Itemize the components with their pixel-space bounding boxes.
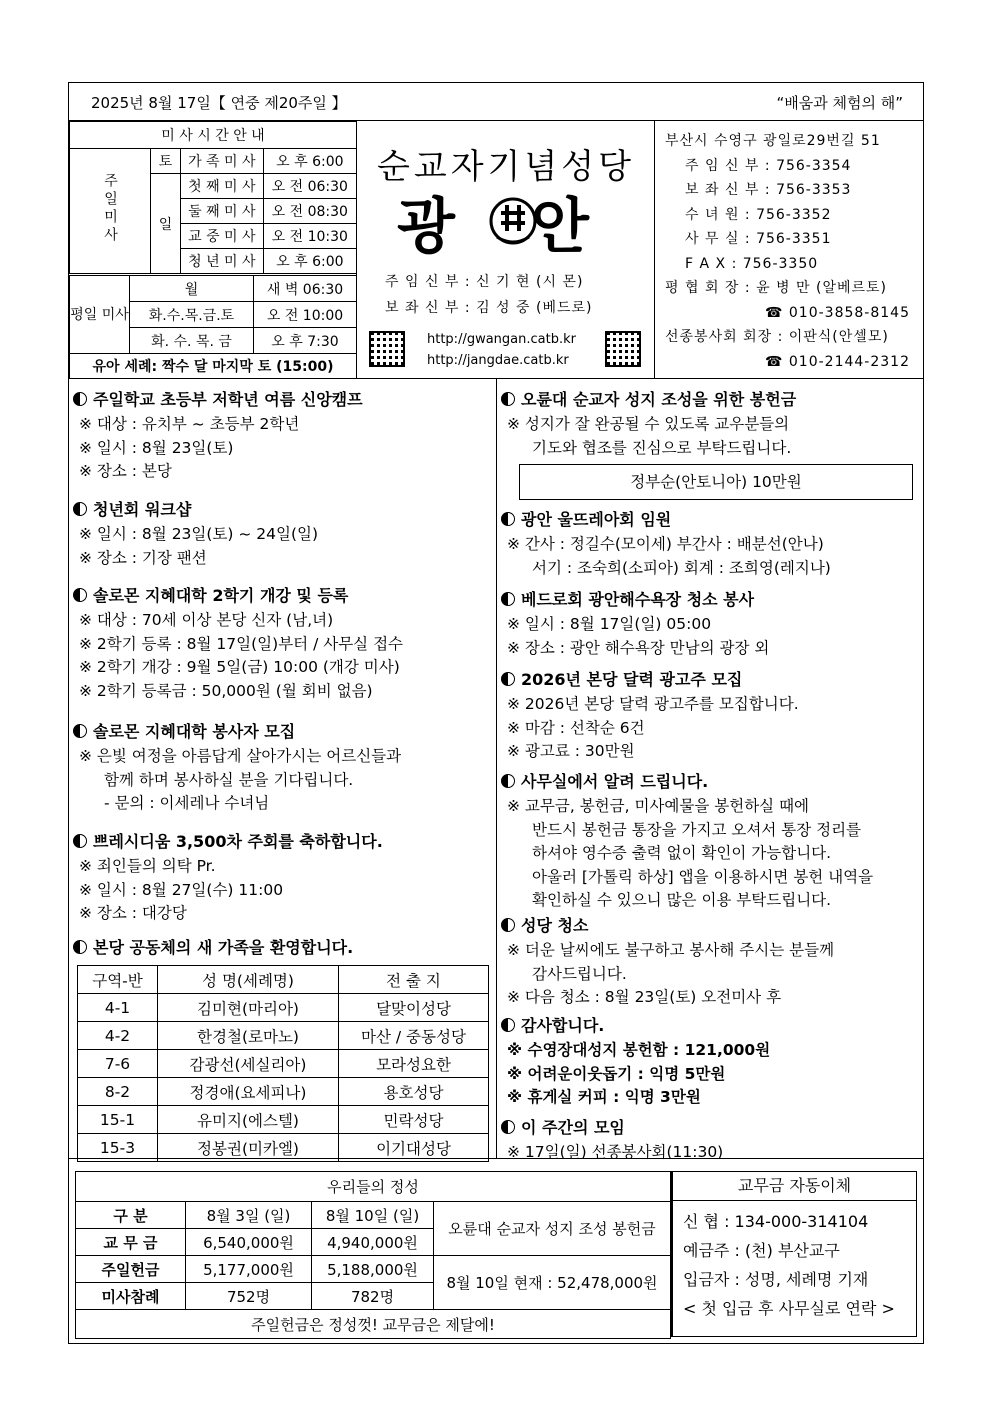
- notice-line: ※ 대상 : 유치부 ~ 초등부 2학년: [79, 415, 300, 433]
- notice-beach-cleanup: [497, 587, 923, 660]
- notice-title: 솔로몬 지혜대학 2학기 개강 및 등록: [93, 586, 349, 605]
- table-cell: 15-3: [78, 1134, 158, 1162]
- bullet-icon: [501, 774, 515, 788]
- table-row: [78, 1022, 489, 1050]
- notice-shrine-fund: [497, 387, 923, 500]
- mass-time: 오 전 06:30: [263, 174, 356, 199]
- weekday-mass-time: 오 후 7:30: [254, 328, 357, 354]
- notice-title: 주일학교 초등부 저학년 여름 신앙캠프: [93, 390, 363, 409]
- contact-info: [655, 121, 923, 379]
- notice-praesidium: [69, 829, 496, 926]
- notice-line: ※ 간사 : 정길수(모이세) 부간사 : 배분선(안나): [507, 535, 824, 553]
- notice-church-cleaning: [497, 913, 923, 1010]
- address: 부산시 수영구 광일로29번길 51: [665, 133, 881, 149]
- notice-title: 사무실에서 알려 드립니다.: [521, 772, 709, 791]
- notice-line: 기도와 협조를 진심으로 부탁드립니다.: [532, 438, 792, 457]
- notice-line: ※ 일시 : 8월 27일(수) 11:00: [79, 880, 284, 899]
- notice-line: 확인하실 수 있으니 많은 이용 부탁드립니다.: [532, 891, 832, 909]
- mass-name: 교 중 미 사: [181, 224, 264, 249]
- bulletin-date: 2025년 8월 17일【 연중 제20주일 】: [91, 94, 347, 112]
- table-cell: 4-2: [78, 1022, 158, 1050]
- auto-transfer-box: [671, 1171, 917, 1337]
- bullet-icon: [501, 392, 515, 406]
- notice-youth-workshop: [69, 497, 496, 570]
- notice-line: ※ 장소 : 대강당: [79, 904, 187, 922]
- notice-line: 반드시 봉헌금 통장을 가지고 오셔서 통장 정리를: [532, 820, 862, 839]
- notice-solomon-registration: [69, 583, 496, 703]
- notice-line: ※ 17일(일) 선종봉사회(11:30): [507, 1143, 724, 1161]
- table-cell: 감광선(세실리아): [158, 1050, 339, 1078]
- notice-line: ※ 일시 : 8월 17일(일) 05:00: [507, 615, 712, 633]
- notice-line: - 문의 : 이세레나 수녀님: [104, 794, 270, 812]
- phone-line: 수 녀 원 : 756-3352: [685, 206, 832, 223]
- table-cell: 용호성당: [339, 1078, 489, 1106]
- sunday-mass-label: 주일미사: [70, 149, 151, 274]
- notice-line: ※ 은빛 여정을 아름답게 살아가시는 어르신들과: [79, 747, 402, 765]
- notice-line: 감사드립니다.: [532, 964, 627, 983]
- notice-line: ※ 성지가 잘 완공될 수 있도록 교우분들의: [507, 415, 790, 433]
- bullet-icon: [501, 592, 515, 606]
- table-cell: 15-1: [78, 1106, 158, 1134]
- bullet-icon: [501, 918, 515, 932]
- bullet-icon: [501, 1120, 515, 1134]
- account-holder: 예금주 : (천) 부산교구: [683, 1241, 840, 1260]
- table-cell: 민락성당: [339, 1106, 489, 1134]
- offerings-title: 우리들의 정성: [76, 1172, 671, 1202]
- notice-office: [497, 769, 923, 913]
- notice-line: ※ 더운 날씨에도 불구하고 봉사해 주시는 분들께: [507, 941, 835, 959]
- mass-schedule-title: 미 사 시 간 안 내: [70, 122, 357, 149]
- mass-name: 둘 째 미 사: [181, 199, 264, 224]
- notice-line: ※ 2026년 본당 달력 광고주를 모집합니다.: [507, 695, 799, 713]
- mass-time: 오 후 6:00: [263, 149, 356, 174]
- qr-code-icon[interactable]: [605, 331, 641, 367]
- notice-new-families: [69, 935, 496, 961]
- sunday-label: 일: [151, 174, 181, 274]
- website-link[interactable]: http://jangdae.catb.kr: [427, 353, 569, 368]
- bullet-icon: [501, 672, 515, 686]
- notice-line: ※ 2학기 등록금 : 50,000원 (월 회비 없음): [79, 681, 373, 700]
- website-link[interactable]: http://gwangan.catb.kr: [427, 332, 576, 347]
- donor-box: 정부순(안토니아) 10만원: [519, 464, 913, 500]
- notice-line: ※ 휴게실 커피 : 익명 3만원: [507, 1088, 701, 1106]
- left-column: [69, 379, 497, 1159]
- table-cell: 정경애(요세피나): [158, 1078, 339, 1106]
- phone-line: 주 임 신 부 : 756-3354: [685, 157, 852, 174]
- notice-line: 함께 하며 봉사하실 분을 기다립니다.: [104, 770, 354, 789]
- new-families-table: [77, 965, 489, 1162]
- bulletin-frame: [68, 82, 924, 1344]
- shrine-fund-total: 8월 10일 현재 : 52,478,000원: [434, 1256, 671, 1310]
- table-cell: 5,177,000원: [186, 1256, 312, 1283]
- table-cell: 782명: [312, 1283, 434, 1310]
- notice-title: 쁘레시디움 3,500차 주회를 축하합니다.: [93, 832, 383, 851]
- table-header-row: [78, 966, 489, 994]
- notice-line: ※ 장소 : 본당: [79, 462, 172, 480]
- notice-line: ※ 일시 : 8월 23일(토) ~ 24일(일): [79, 525, 319, 543]
- mass-name: 첫 째 미 사: [181, 174, 264, 199]
- saturday-label: 토: [151, 149, 181, 174]
- table-row: [78, 1106, 489, 1134]
- bullet-icon: [73, 724, 87, 738]
- notice-title: 이 주간의 모임: [521, 1118, 625, 1137]
- bullet-icon: [73, 834, 87, 848]
- notice-title: 2026년 본당 달력 광고주 모집: [521, 670, 743, 689]
- bullet-icon: [73, 588, 87, 602]
- row-label: 미사참례: [76, 1283, 186, 1310]
- mass-name: 청 년 미 사: [181, 249, 264, 274]
- notice-summer-camp: [69, 387, 496, 484]
- phone-line: ☎ 010-3858-8145: [765, 304, 910, 321]
- fax-line: F A X : 756-3350: [685, 255, 819, 272]
- year-motto: “배움과 체험의 해”: [776, 94, 903, 112]
- notice-line: ※ 어려운이웃돕기 : 익명 5만원: [507, 1064, 726, 1083]
- column-header: 구역-반: [78, 966, 158, 994]
- weekday-mass-label: 평일 미사: [70, 276, 130, 354]
- table-cell: 이기대성당: [339, 1134, 489, 1162]
- notice-title: 감사합니다.: [521, 1016, 605, 1035]
- weekday-mass-name: 화. 수. 목. 금: [130, 328, 254, 354]
- bullet-icon: [501, 512, 515, 526]
- right-column: [497, 379, 923, 1159]
- notice-weekly-meetings: [497, 1115, 923, 1165]
- bullet-icon: [73, 392, 87, 406]
- table-row: [78, 1050, 489, 1078]
- table-cell: 달맞이성당: [339, 994, 489, 1022]
- table-cell: 5,188,000원: [312, 1256, 434, 1283]
- table-cell: 한경철(로마노): [158, 1022, 339, 1050]
- bullet-icon: [73, 502, 87, 516]
- notice-line: ※ 장소 : 광안 해수욕장 만남의 광장 외: [507, 638, 770, 657]
- assistant-priest-line: 보 좌 신 부 : 김 성 중 (베드로): [385, 300, 593, 316]
- notice-title: 성당 청소: [521, 916, 589, 935]
- mass-time: 오 전 10:30: [263, 224, 356, 249]
- notice-solomon-volunteers: [69, 719, 496, 816]
- table-row: [78, 1078, 489, 1106]
- column-header: 8월 3일 (일): [186, 1202, 312, 1229]
- notice-line: ※ 광고료 : 30만원: [507, 742, 635, 760]
- infant-baptism-note: 유아 세례: 짝수 달 마지막 토 (15:00): [70, 354, 357, 379]
- offerings-section: [69, 1159, 923, 1345]
- table-cell: 김미현(마리아): [158, 994, 339, 1022]
- notice-line: ※ 대상 : 70세 이상 본당 신자 (남,녀): [79, 611, 334, 629]
- phone-line: ☎ 010-2144-2312: [765, 353, 910, 370]
- table-cell: 6,540,000원: [186, 1229, 312, 1256]
- table-cell: 4,940,000원: [312, 1229, 434, 1256]
- notice-thanks: [497, 1013, 923, 1110]
- column-header: 성 명(세례명): [158, 966, 339, 994]
- notice-line: ※ 수영장대성지 봉헌함 : 121,000원: [507, 1041, 771, 1059]
- notice-calendar-ads: [497, 667, 923, 764]
- notice-title: 본당 공동체의 새 가족을 환영합니다.: [93, 938, 354, 957]
- notice-ultreya-officers: [497, 507, 923, 580]
- notice-line: ※ 죄인들의 의탁 Pr.: [79, 857, 216, 875]
- notice-title: 청년회 워크샵: [93, 500, 192, 519]
- notice-line: 아울러 [가톨릭 하상] 앱을 이용하시면 봉헌 내역을: [532, 867, 874, 886]
- table-cell: 모라성요한: [339, 1050, 489, 1078]
- notice-line: ※ 2학기 개강 : 9월 5일(금) 10:00 (개강 미사): [79, 658, 400, 676]
- shrine-fund-title: 오륜대 순교자 성지 조성 봉헌금: [434, 1202, 671, 1256]
- notice-line: ※ 2학기 등록 : 8월 17일(일)부터 / 사무실 접수: [79, 634, 404, 653]
- weekday-mass-time: 새 벽 06:30: [254, 276, 357, 302]
- row-label: 주일헌금: [76, 1256, 186, 1283]
- weekday-mass-name: 화.수.목.금.토: [130, 302, 254, 328]
- notice-title: 오륜대 순교자 성지 조성을 위한 봉헌금: [521, 390, 797, 409]
- notice-title: 솔로몬 지혜대학 봉사자 모집: [93, 722, 296, 741]
- notices: [69, 379, 923, 1159]
- mass-time: 오 후 6:00: [263, 249, 356, 274]
- table-row: [78, 994, 489, 1022]
- parish-name: 순교자기념성당: [377, 147, 635, 187]
- column-header: 8월 10일 (일): [312, 1202, 434, 1229]
- pastor-line: 주 임 신 부 : 신 기 현 (시 몬): [385, 274, 584, 290]
- bank-account: 신 협 : 134-000-314104: [683, 1212, 869, 1231]
- table-cell: 8-2: [78, 1078, 158, 1106]
- qr-code-icon[interactable]: [369, 331, 405, 367]
- column-header: 구 분: [76, 1202, 186, 1229]
- mass-schedule: [69, 121, 357, 379]
- phone-line: 사 무 실 : 756-3351: [685, 231, 832, 247]
- notice-title: 광안 울뜨레아회 임원: [521, 510, 672, 529]
- funeral-service-president: 선종봉사회 회장 : 이판식(안셀모): [665, 329, 889, 345]
- phone-line: 보 좌 신 부 : 756-3353: [685, 182, 852, 198]
- mass-time: 오 전 08:30: [263, 199, 356, 224]
- table-row: [78, 1134, 489, 1162]
- bullet-icon: [73, 940, 87, 954]
- offerings-table: [75, 1171, 671, 1339]
- table-cell: 유미지(에스텔): [158, 1106, 339, 1134]
- depositor-note: 입금자 : 성명, 세례명 기재: [683, 1270, 869, 1289]
- column-header: 전 출 지: [339, 966, 489, 994]
- notice-line: ※ 일시 : 8월 23일(토): [79, 438, 234, 457]
- bullet-icon: [501, 1018, 515, 1032]
- parish-emblem-icon: [483, 191, 543, 251]
- notice-line: ※ 장소 : 기장 팬션: [79, 548, 207, 567]
- masthead: [69, 121, 923, 379]
- parish-title-block: [357, 121, 655, 379]
- table-cell: 마산 / 중동성당: [339, 1022, 489, 1050]
- weekday-mass-name: 월: [130, 276, 254, 302]
- parish-short-name: 광 안: [397, 192, 593, 262]
- offering-slogan: 주일헌금은 정성껏! 교무금은 제달에!: [76, 1310, 671, 1339]
- table-cell: 7-6: [78, 1050, 158, 1078]
- table-cell: 752명: [186, 1283, 312, 1310]
- notice-line: ※ 교무금, 봉헌금, 미사예물을 봉헌하실 때에: [507, 797, 810, 815]
- table-cell: 정봉권(미카엘): [158, 1134, 339, 1162]
- weekday-mass-time: 오 전 10:00: [254, 302, 357, 328]
- council-president: 평 협 회 장 : 윤 병 만 (알베르토): [665, 280, 888, 296]
- header-bar: [69, 83, 923, 121]
- auto-transfer-title: 교무금 자동이체: [673, 1172, 916, 1201]
- table-cell: 4-1: [78, 994, 158, 1022]
- notice-line: ※ 마감 : 선착순 6건: [507, 718, 645, 737]
- notice-title: 베드로회 광안해수욕장 청소 봉사: [521, 590, 755, 609]
- mass-name: 가 족 미 사: [181, 149, 264, 174]
- notice-line: 서기 : 조숙희(소피아) 회계 : 조희영(레지나): [532, 558, 831, 577]
- notice-line: ※ 다음 청소 : 8월 23일(토) 오전미사 후: [507, 988, 782, 1006]
- notice-line: 하셔야 영수증 출력 없이 확인이 가능합니다.: [532, 844, 832, 862]
- row-label: 교 무 금: [76, 1229, 186, 1256]
- contact-office-note: < 첫 입금 후 사무실로 연락 >: [683, 1299, 895, 1318]
